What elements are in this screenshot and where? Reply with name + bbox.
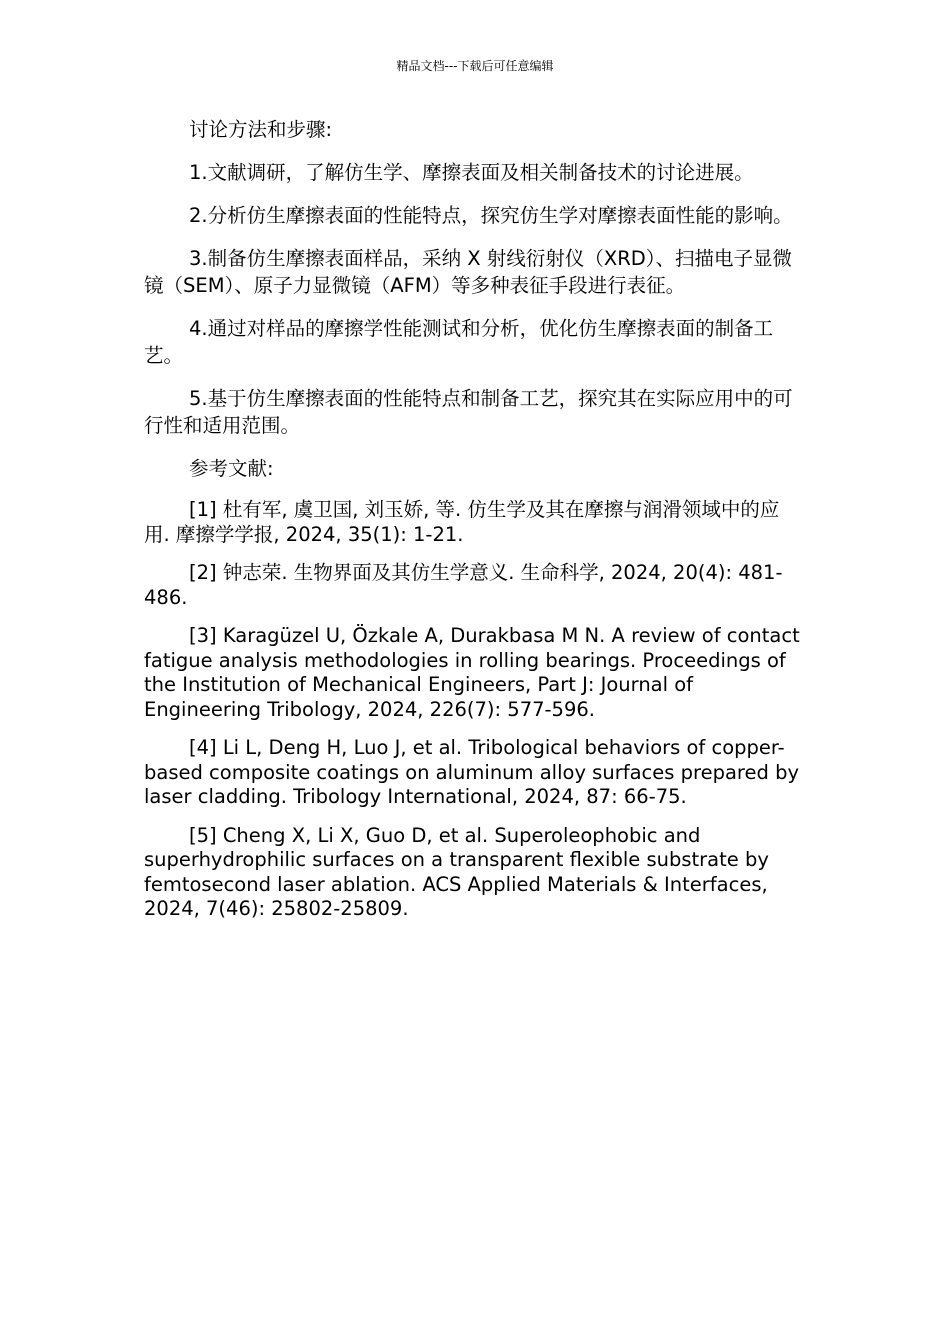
reference-item-2: [2] 钟志荣. 生物界面及其仿生学意义. 生命科学, 2024, 20(4): 481-486. — [144, 561, 783, 609]
document-body — [144, 116, 804, 936]
step-item-4: 4.通过对样品的摩擦学性能测试和分析，优化仿生摩擦表面的制备工艺。 — [144, 317, 774, 367]
step-item-5: 5.基于仿生摩擦表面的性能特点和制备工艺，探究其在实际应用中的可行性和适用范围。 — [144, 387, 793, 437]
page-header: 精品文档---下载后可任意编辑 — [396, 59, 554, 73]
method-heading: 讨论方法和步骤: — [189, 118, 333, 141]
step-item-1: 1.文献调研，了解仿生学、摩擦表面及相关制备技术的讨论进展。 — [189, 161, 754, 184]
reference-item-5: [5] Cheng X, Li X, Guo D, et al. Superoleophobic and superhydrophilic surfaces on a transparent flexible substrate by femtosecond laser ablation. ACS Applied Materials & Interfaces, 2024, 7(46): 25802-25809. — [144, 823, 769, 920]
references-heading: 参考文献: — [189, 457, 274, 480]
step-item-3: 3.制备仿生摩擦表面样品，采纳 X 射线衍射仪（XRD）、扫描电子显微镜（SEM）、原子力显微镜（AFM）等多种表征手段进行表征。 — [144, 247, 793, 297]
reference-item-1: [1] 杜有军, 虞卫国, 刘玉娇, 等. 仿生学及其在摩擦与润滑领域中的应用. 摩擦学学报, 2024, 35(1): 1-21. — [144, 498, 780, 546]
reference-item-4: [4] Li L, Deng H, Luo J, et al. Tribological behaviors of copper-based composite coatings on aluminum alloy surfaces prepared by laser cladding. Tribology International, 2024, 87: 66-75. — [144, 736, 799, 808]
reference-item-3: [3] Karagüzel U, Özkale A, Durakbasa M N. A review of contact fatigue analysis methodologies in rolling bearings. Proceedings of the Institution of Mechanical Engineers, Part J: Journal of Engineering Tribology, 2024, 226(7): 577-596. — [144, 624, 800, 721]
step-item-2: 2.分析仿生摩擦表面的性能特点，探究仿生学对摩擦表面性能的影响。 — [189, 204, 793, 227]
